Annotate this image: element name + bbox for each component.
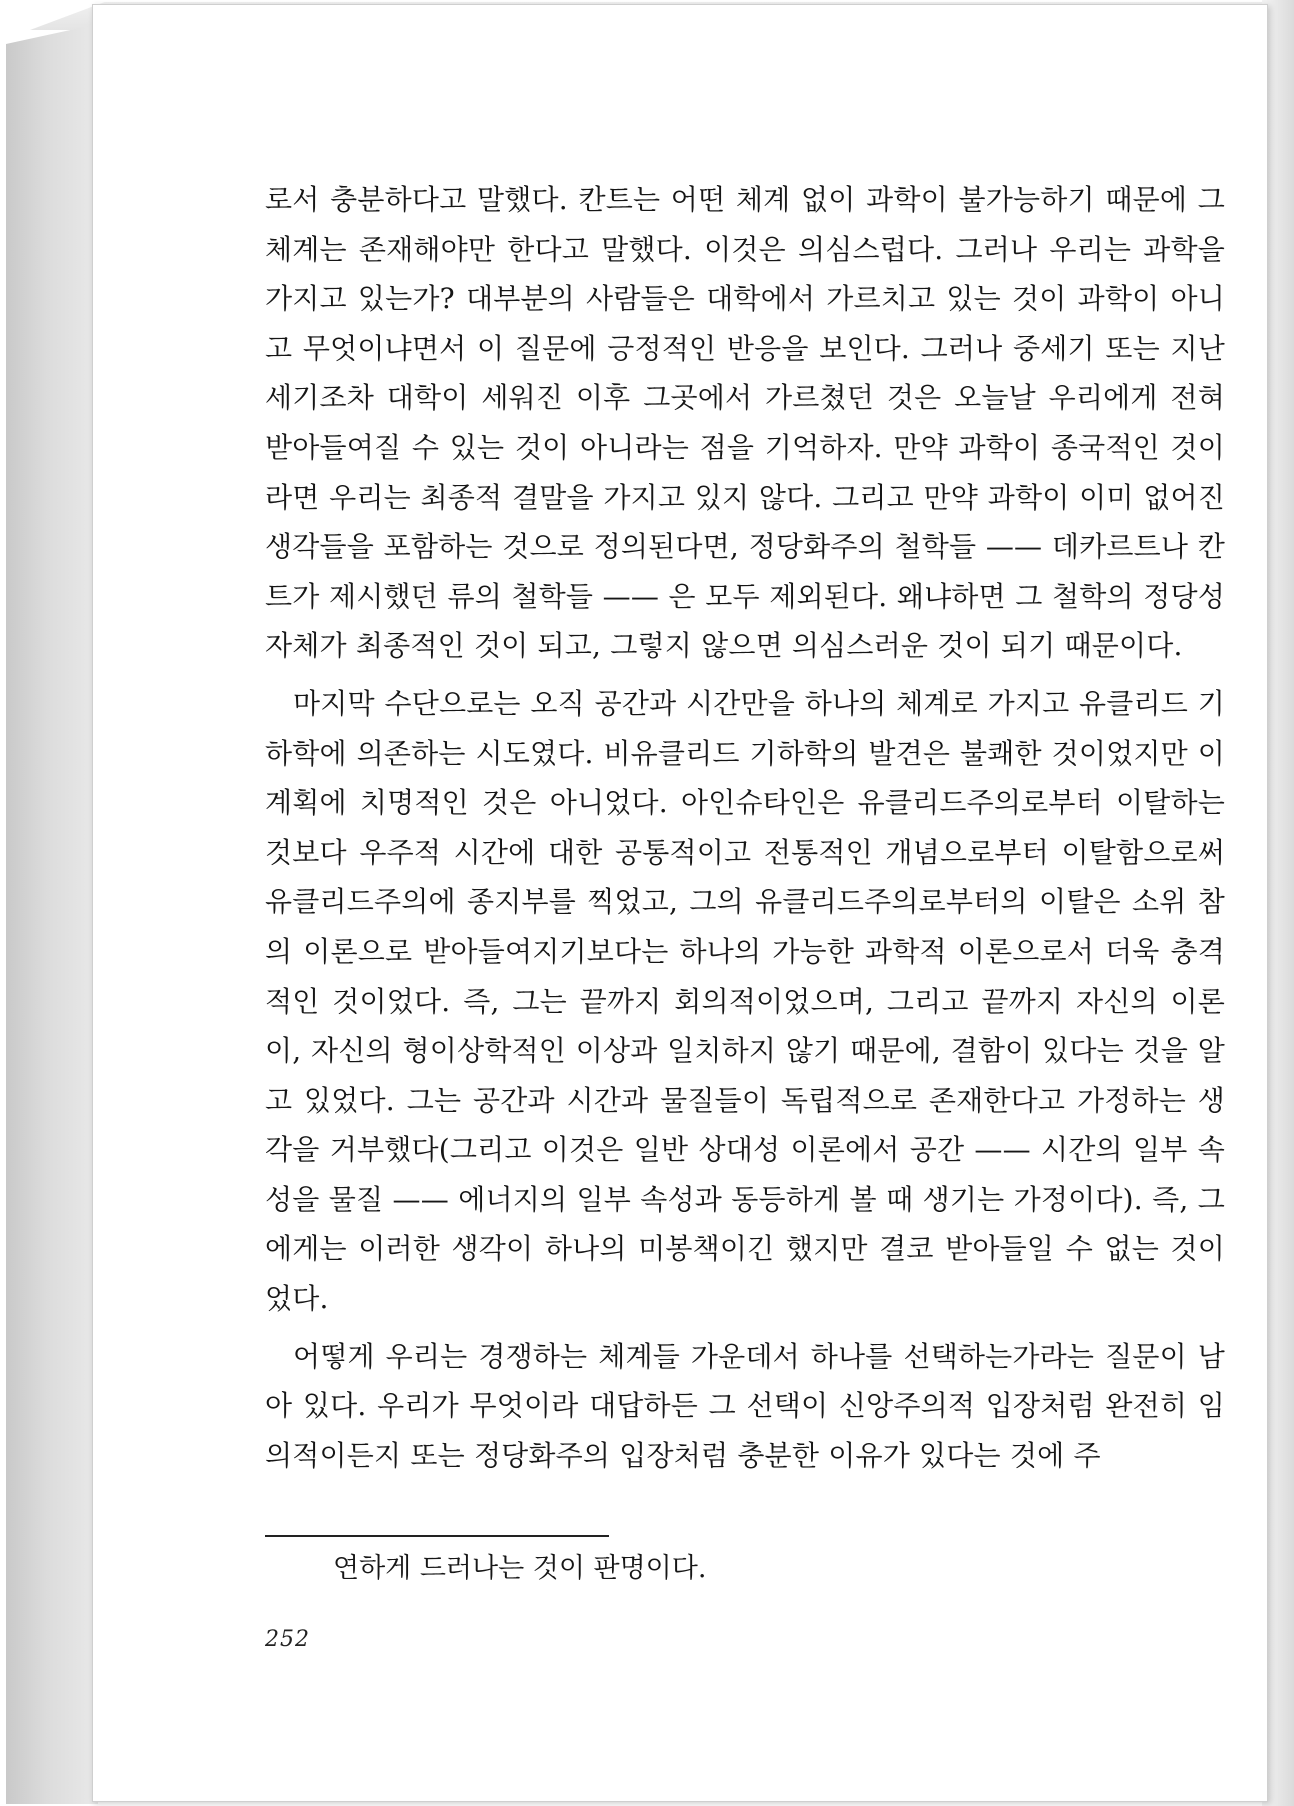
page-number: 252 bbox=[265, 1627, 310, 1652]
paragraph-1: 로서 충분하다고 말했다. 칸트는 어떤 체계 없이 과학이 불가능하기 때문에 그 체계는 존재해야만 한다고 말했다. 이것은 의심스럽다. 그러나 우리는 과학을 가지고 있는가? 대부분의 사람들은 대학에서 가르치고 있는 것이 과학이 아니고 무엇이냐면서 이 질문에 긍정적인 반응을 보인다. 그러나 중세기 또는 지난 세기조차 대학이 세워진 이후 그곳에서 가르쳤던 것은 오늘날 우리에게 전혀 받아들여질 수 있는 것이 아니라는 점을 기억하자. 만약 과학이 종국적인 것이라면 우리는 최종적 결말을 가지고 있지 않다. 그리고 만약 과학이 이미 없어진 생각들을 포함하는 것으로 정의된다면, 정당화주의 철학들 —— 데카르트나 칸트가 제시했던 류의 철학들 —— 은 모두 제외된다. 왜냐하면 그 철학의 정당성 자체가 최종적인 것이 되고, 그렇지 않으면 의심스러운 것이 되기 때문이다. bbox=[265, 183, 1225, 663]
body-text bbox=[265, 175, 1225, 1480]
footnote-text: 연하게 드러나는 것이 판명이다. bbox=[333, 1553, 707, 1584]
footnote-divider bbox=[265, 1535, 609, 1537]
book-spine-edge bbox=[6, 24, 98, 1804]
paragraph-2: 마지막 수단으로는 오직 공간과 시간만을 하나의 체계로 가지고 유클리드 기하학에 의존하는 시도였다. 비유클리드 기하학의 발견은 불쾌한 것이었지만 이 계획에 치명적인 것은 아니었다. 아인슈타인은 유클리드주의로부터 이탈하는 것보다 우주적 시간에 대한 공통적이고 전통적인 개념으로부터 이탈함으로써 유클리드주의에 종지부를 찍었고, 그의 유클리드주의로부터의 이탈은 소위 참의 이론으로 받아들여지기보다는 하나의 가능한 과학적 이론으로서 더욱 충격적인 것이었다. 즉, 그는 끝까지 회의적이었으며, 그리고 끝까지 자신의 이론이, 자신의 형이상학적인 이상과 일치하지 않기 때문에, 결함이 있다는 것을 알고 있었다. 그는 공간과 시간과 물질들이 독립적으로 존재한다고 가정하는 생각을 거부했다(그리고 이것은 일반 상대성 이론에서 공간 —— 시간의 일부 속성을 물질 —— 에너지의 일부 속성과 동등하게 볼 때 생기는 가정이다). 즉, 그에게는 이러한 생각이 하나의 미봉책이긴 했지만 결코 받아들일 수 없는 것이었다. bbox=[265, 686, 1225, 1316]
book-page bbox=[92, 4, 1268, 1802]
paragraph-3: 어떻게 우리는 경쟁하는 체계들 가운데서 하나를 선택하는가라는 질문이 남아 있다. 우리가 무엇이라 대답하든 그 선택이 신앙주의적 입장처럼 완전히 임의적이든지 또는 정당화주의 입장처럼 충분한 이유가 있다는 것에 주 bbox=[265, 1339, 1225, 1472]
